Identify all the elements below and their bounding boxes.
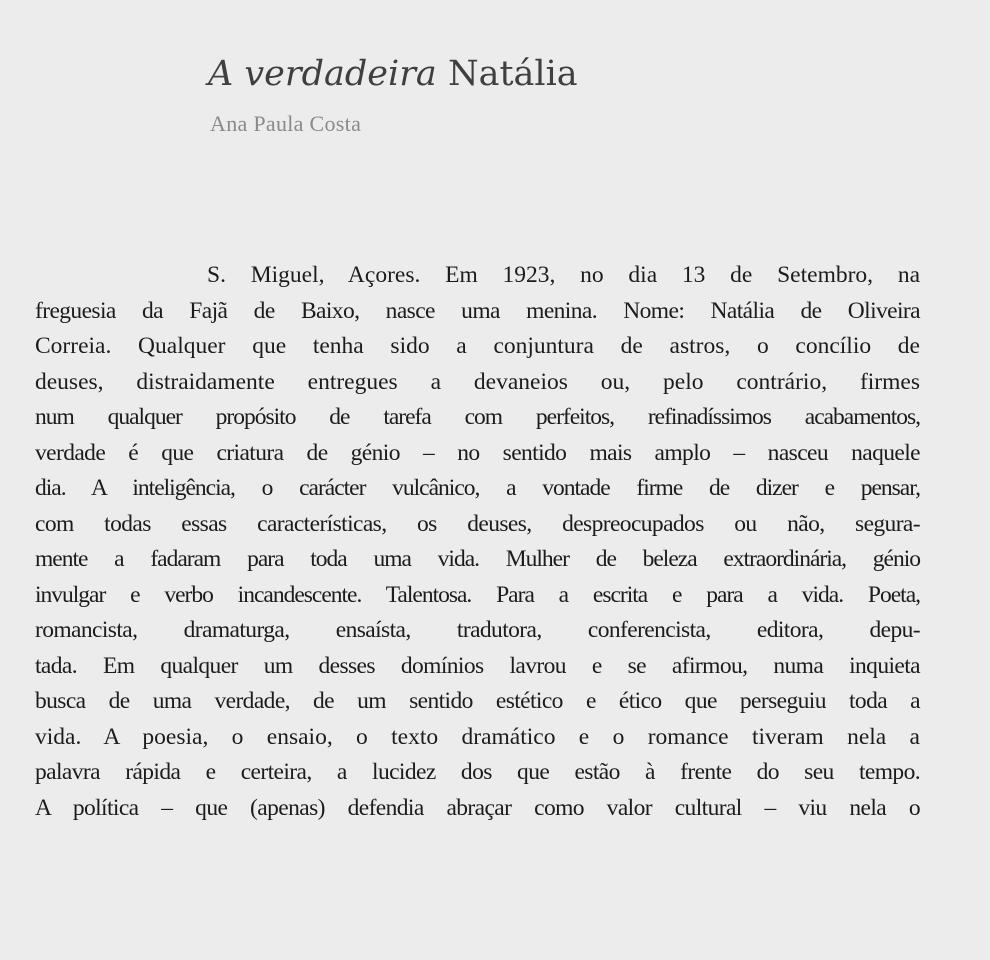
body-line: deuses, distraidamente entregues a devaneios ou, pelo contrário, firmes (35, 368, 920, 395)
body-line: com todas essas características, os deuses, despreocupados ou não, segura- (35, 510, 920, 537)
body-line: Correia. Qualquer que tenha sido a conjuntura de astros, o concílio de (35, 333, 920, 359)
page-title-rest: Natália (447, 54, 578, 94)
body-text (35, 258, 920, 826)
body-line: verdade é que criatura de génio – no sentido mais amplo – nasceu naquele (35, 439, 920, 466)
body-line: invulgar e verbo incandescente. Talentosa. Para a escrita e para a vida. Poeta, (35, 581, 920, 608)
body-line: vida. A poesia, o ensaio, o texto dramático e o romance tiveram nela a (35, 723, 920, 750)
author-name: Ana Paula Costa (210, 111, 362, 136)
page-title-italic: A verdadeira (208, 54, 437, 94)
body-line: dia. A inteligência, o carácter vulcânico, a vontade firme de dizer e pensar, (35, 475, 920, 501)
body-line: A política – que (apenas) defendia abraçar como valor cultural – viu nela o (35, 794, 920, 821)
body-line: num qualquer propósito de tarefa com perfeitos, refinadíssimos acabamentos, (35, 404, 920, 430)
body-line: busca de uma verdade, de um sentido estético e ético que perseguiu toda a (35, 688, 920, 714)
body-line: romancista, dramaturga, ensaísta, tradutora, conferencista, editora, depu- (35, 617, 920, 643)
body-line: S. Miguel, Açores. Em 1923, no dia 13 de Setembro, na (207, 262, 920, 288)
body-line: mente a fadaram para toda uma vida. Mulher de beleza extraordinária, génio (35, 546, 920, 572)
body-line: freguesia da Fajã de Baixo, nasce uma menina. Nome: Natália de Oliveira (35, 297, 920, 324)
page-title (208, 50, 578, 98)
body-line: tada. Em qualquer um desses domínios lavrou e se afirmou, numa inquieta (35, 652, 920, 679)
body-line: palavra rápida e certeira, a lucidez dos que estão à frente do seu tempo. (35, 759, 920, 785)
